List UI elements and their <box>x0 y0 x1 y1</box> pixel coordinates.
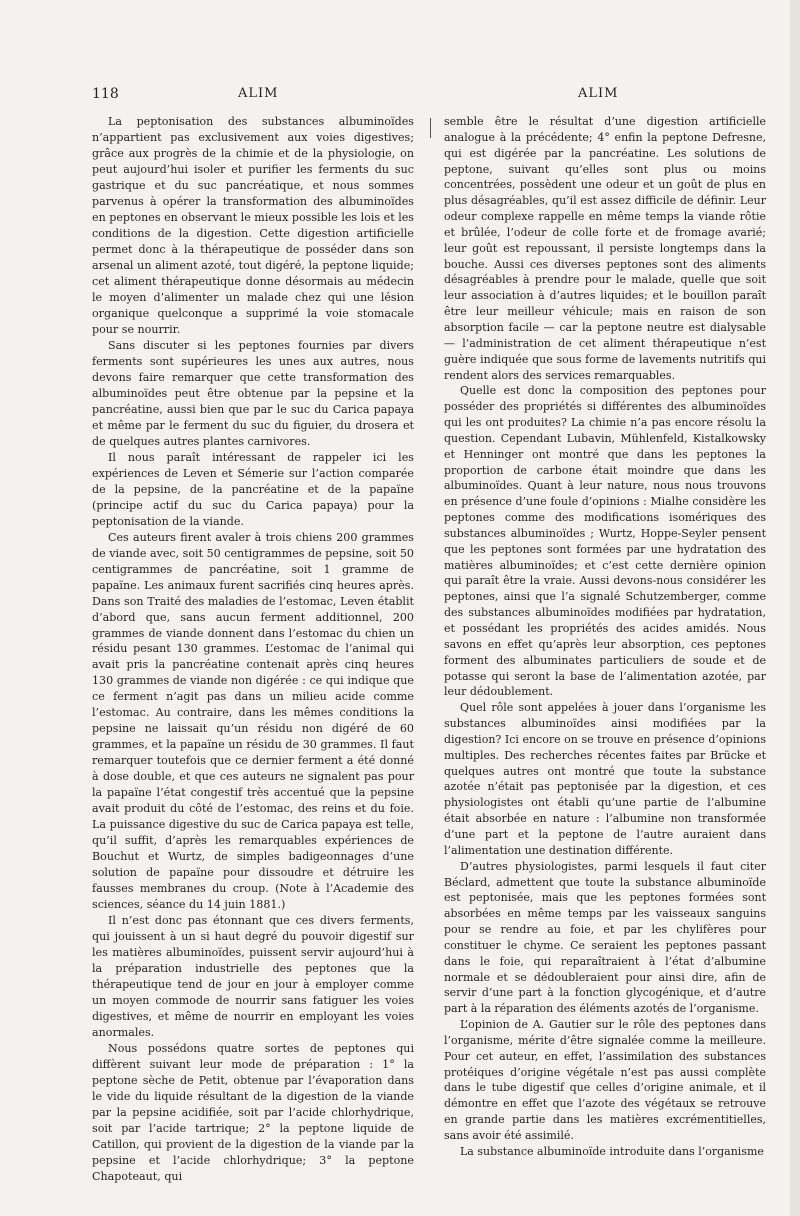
paragraph: Quelle est donc la composition des peptones pour posséder des propriétés si différentes des albuminoïdes qui les ont produites? La chimie n’a pas encore résolu la question. Cependant Lubavin, Mühlenfeld, Kistalkowsky et Henninger ont montré que dans les peptones la proportion de carbone était moindre que dans les albuminoïdes. Quant à leur nature, nous nous trouvons en présence d’une foule d’opinions : Mialhe considère les peptones comme des modifications isomériques des substances albuminoïdes ; Wurtz, Hoppe-Seyler pensent que les peptones sont formées par une hydratation des matières albuminoïdes; et c’est cette dernière opinion qui paraît être la vraie. Aussi devons-nous considérer les peptones, ainsi que l’a signalé Schutzemberger, comme des substances albuminoïdes modifiées par hydratation, et possédant les propriétés des acides amidés. Nous savons en effet qu’après leur absorption, ces peptones forment des albuminates particuliers de soude et de potasse qui seront la base de l’alimentation azotée, par leur dédoublement. <box>444 384 766 699</box>
paragraph: Ces auteurs firent avaler à trois chiens 200 grammes de viande avec, soit 50 centigrammes de pepsine, soit 50 centigrammes de pancréatine, soit 1 gramme de papaïne. Les animaux furent sacrifiés cinq heures après. Dans son Traité des maladies de l’estomac, Leven établit d’abord que, sans aucun ferment additionnel, 200 grammes de viande donnent dans l’estomac du chien un résidu pesant 130 grammes. L’estomac de l’animal qui avait pris la pancréatine contenait après cinq heures 130 grammes de viande non digérée : ce qui indique que ce ferment n’agit pas dans un milieu acide comme l’estomac. Au contraire, dans les mêmes conditions la pepsine ne laissait qu’un résidu non digéré de 60 grammes, et la papaïne un résidu de 30 grammes. Il faut remarquer toutefois que ce dernier ferment a été donné à dose double, et que ces auteurs ne signalent pas pour la papaïne l’état congestif très accentué que la pepsine avait produit du côté de l’estomac, des reins et du foie. La puissance digestive du suc de Carica papaya est telle, qu’il suffit, d’après les remarquables expériences de Bouchut et Wurtz, de simples badigeonnages d’une solution de papaïne pour dissoudre et détruire les fausses membranes du croup. (Note à l’Academie des sciences, séance du 14 juin 1881.) <box>92 530 414 912</box>
paragraph: La substance albuminoïde introduite dans l’organisme <box>460 1144 764 1158</box>
right-column <box>444 114 766 1160</box>
paragraph: L’opinion de A. Gautier sur le rôle des peptones dans l’organisme, mérite d’être signalée comme la meilleure. Pour cet auteur, en effet, l’assimilation des substances protéiques d’origine végétale n’est pas aussi complète dans le tube digestif que celles d’origine animale, et il démontre en effet que l’azote des végétaux se retrouve en grande partie dans les matières excrémentitielles, sans avoir été assimilé. <box>444 1018 766 1142</box>
page-edge <box>790 0 800 1216</box>
paragraph: Il n’est donc pas étonnant que ces divers ferments, qui jouissent à un si haut degré du pouvoir digestif sur les matières albuminoïdes, puissent servir aujourd’hui à la préparation industrielle des peptones que la thérapeutique tend de jour en jour à employer comme un moyen commode de nourrir sans fatiguer les voies digestives, et même de nourrir en employant les voies anormales. <box>92 914 414 1040</box>
left-running-title: ALIM <box>238 86 279 101</box>
paragraph: semble être le résultat d’une digestion artificielle analogue à la précédente; 4° enfin la peptone Defresne, qui est digérée par la pancréatine. Les solutions de peptone, suivant qu’elles sont plus ou moins concentrées, possèdent une odeur et un goût de plus en plus désagréables, qu’il est assez difficile de définir. Leur odeur complexe rappelle en même temps la viande rôtie et brûlée, l’odeur de colle forte et de fromage avarié; leur goût est repoussant, il persiste longtemps dans la bouche. Aussi ces diverses peptones sont des aliments désagréables à prendre pour le malade, quelle que soit leur association à d’autres liquides; et le bouillon paraît être leur meilleur véhicule; mais en raison de son absorption facile — car la peptone neutre est dialysable — l’administration de cet aliment thérapeutique n’est guère indiquée que sous forme de lavements nutritifs qui rendent alors des services remarquables. <box>444 115 766 382</box>
page-number: 118 <box>92 86 119 102</box>
paragraph: D’autres physiologistes, parmi lesquels il faut citer Béclard, admettent que toute la substance albuminoïde est peptonisée, mais que les peptones formées sont absorbées en même temps par les vaisseaux sanguins pour se rendre au foie, et par les chylifères pour constituer le chyme. Ce seraient les peptones passant dans le foie, qui reparaîtraient à l’état d’albumine normale et se dédoubleraient pour ainsi dire, afin de servir d’une part à la fonction glycogénique, et d’autre part à la réparation des éléments azotés de l’organisme. <box>444 859 766 1016</box>
paragraph: Sans discuter si les peptones fournies par divers ferments sont supérieures les unes aux autres, nous devons faire remarquer que cette transformation des albuminoïdes peut être obtenue par la pepsine et la pancréatine, aussi bien que par le suc du Carica papaya et même par le ferment du suc du figuier, du drosera et de quelques autres plantes carnivores. <box>92 338 414 448</box>
paragraph: Il nous paraît intéressant de rappeler ici les expériences de Leven et Sémerie sur l’action comparée de la pepsine, de la pancréatine et de la papaïne (principe actif du suc du Carica papaya) pour la peptonisation de la viande. <box>92 450 414 528</box>
column-rule <box>430 118 431 138</box>
paragraph: Nous possédons quatre sortes de peptones qui diffèrent suivant leur mode de préparation : 1° la peptone sèche de Petit, obtenue par l’évaporation dans le vide du liquide résultant de la digestion de la viande par la pepsine acidifiée, soit par l’acide chlorhydrique, soit par l’acide tartrique; 2° la peptone liquide de Catillon, qui provient de la digestion de la viande par la pepsine et l’acide chlorhydrique; 3° la peptone Chapoteaut, qui <box>92 1042 414 1183</box>
paragraph: La peptonisation des substances albuminoïdes n’appartient pas exclusivement aux voies digestives; grâce aux progrès de la chimie et de la physiologie, on peut aujourd’hui isoler et purifier les ferments du suc gastrique et du suc pancréatique, et nous sommes parvenus à opérer la transformation des albuminoïdes en peptones en observant le mieux possible les lois et les conditions de la digestion. Cette digestion artificielle permet donc à la thérapeutique de posséder dans son arsenal un aliment azoté, tout digéré, la peptone liquide; cet aliment thérapeutique donne désormais au médecin le moyen d’alimenter un malade chez qui une lésion organique quelconque a supprimé la voie stomacale pour se nourrir. <box>92 115 415 336</box>
right-running-title: ALIM <box>578 86 619 101</box>
paragraph: Quel rôle sont appelées à jouer dans l’organisme les substances albuminoïdes ainsi modifiées par la digestion? Ici encore on se trouve en présence d’opinions multiples. Des recherches récentes faites par Brücke et quelques autres ont montré que toute la substance azotée n’était pas peptonisée par la digestion, et ces physiologistes ont établi qu’une partie de l’albumine était absorbée en nature : l’albumine non transformée d’une part et la peptone de l’autre auraient dans l’alimentation une destination différente. <box>444 701 766 857</box>
left-column <box>92 114 414 1185</box>
running-header <box>0 86 800 106</box>
